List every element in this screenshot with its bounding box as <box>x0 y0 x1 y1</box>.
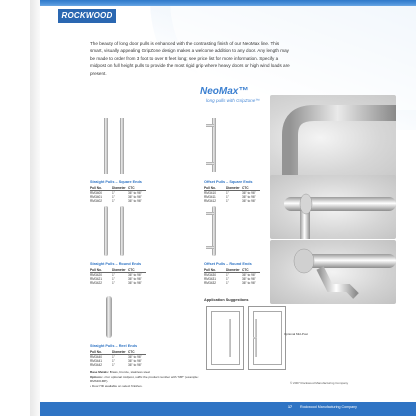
table-row: RM3422 1" 36" to 96" <box>90 281 142 285</box>
offset-pull-illustration <box>270 95 396 181</box>
options-line <box>90 375 200 384</box>
straight-pull-illustration <box>270 175 396 239</box>
footer-company: Rockwood Manufacturing Company <box>300 405 357 409</box>
table-row: RM3441 1" 36" to 96" <box>90 359 142 363</box>
table-straight-round <box>90 268 146 285</box>
straight-pull-round-drawing-2 <box>120 206 124 256</box>
table-straight-reel <box>90 350 146 367</box>
door-glass-panel <box>211 311 240 365</box>
footer-band <box>40 402 416 416</box>
table-row: RM3431 1" 36" to 96" <box>204 277 256 281</box>
section-title-offset-round: Offset Pulls – Round Ends <box>204 262 252 266</box>
intro-paragraph: The beauty of long door pulls is enhanced with the contrasting finish of our NeoMax line. This smart, visually appealing GripZone design makes a welcome addition to any door. Any length may be made to order from 3 foot to over 8 feet long; see price list for more information. Specify a midpost on full height pulls to provide the most rigid grip where heavy doors or high wind loads are present. <box>90 41 290 76</box>
door-diagram-1 <box>206 306 244 370</box>
table-offset-square <box>204 186 260 203</box>
table-row: RM3440 1" 36" to 96" <box>90 355 142 359</box>
product-photo-offset-pull <box>270 95 396 181</box>
product-photo-straight-pull <box>270 175 396 239</box>
offset-pull-round-post-bottom <box>206 246 214 249</box>
section-title-straight-square: Straight Pulls – Square Ends <box>90 180 142 184</box>
table-header: Pull No. Diameter CTC <box>204 268 260 273</box>
table-row: RM3421 1" 36" to 96" <box>90 277 142 281</box>
straight-pull-reel-drawing <box>106 296 112 338</box>
page-number: 17 <box>288 405 292 409</box>
table-header: Pull No. Diameter CTC <box>90 268 146 273</box>
table-row: RM3412 1" 36" to 96" <box>204 199 256 203</box>
rockwood-logo: ROCKWOOD <box>57 8 117 24</box>
offset-pull-round-post-top <box>206 212 214 215</box>
product-photo-reel-pull <box>270 240 396 304</box>
table-row: RM3430 1" 36" to 96" <box>204 273 256 277</box>
copyright-text: © 2007 Rockwood Manufacturing Company <box>290 381 349 385</box>
door-midpost <box>253 337 257 339</box>
table-header: Pull No. Diameter CTC <box>90 350 146 355</box>
top-color-band <box>40 0 416 6</box>
section-title-straight-reel: Straight Pulls – Reel Ends <box>90 344 138 348</box>
table-row: RM3402 1" 36" to 96" <box>90 199 142 203</box>
reel-pull-illustration <box>270 240 396 304</box>
options-label: Options: <box>90 374 103 379</box>
table-row: RM3411 1" 36" to 96" <box>204 195 256 199</box>
table-row: RM3442 1" 36" to 96" <box>90 363 142 367</box>
section-title-straight-round: Straight Pulls – Round Ends <box>90 262 142 266</box>
offset-pull-square-post-bottom <box>206 162 214 165</box>
door-pull-bar <box>229 319 231 357</box>
product-subtitle: long pulls with GripZone™ <box>206 98 260 103</box>
table-header: Pull No. Diameter CTC <box>90 186 146 191</box>
table-row: RM3401 1" 36" to 96" <box>90 195 142 199</box>
base-metals-value: Brass, bronze, stainless steel <box>109 370 151 374</box>
door-diagram-2 <box>248 306 286 370</box>
option-2: • Door HD available on select finishes. <box>90 383 143 388</box>
table-row: RM3400 1" 36" to 96" <box>90 191 142 195</box>
offset-pull-square-post-top <box>206 124 214 127</box>
table-row: RM3410 1" 36" to 96" <box>204 191 256 195</box>
straight-pull-square-drawing-1 <box>104 118 108 174</box>
table-row: RM3420 1" 36" to 96" <box>90 273 142 277</box>
door-glass-panel <box>253 311 282 365</box>
notes-block <box>90 370 200 388</box>
straight-pull-round-drawing-1 <box>104 206 108 256</box>
table-straight-square <box>90 186 146 203</box>
option-1: • For optional midpost, suffix the product number with "MP" (example: RM3401MP). <box>90 374 199 384</box>
optional-midpost-label: Optional Mid-Post <box>284 332 308 336</box>
page-fold-shadow <box>30 0 40 416</box>
table-offset-round <box>204 268 260 285</box>
application-suggestions-title: Application Suggestions <box>204 298 249 302</box>
product-name: NeoMax™ <box>200 86 249 97</box>
table-header: Pull No. Diameter CTC <box>204 186 260 191</box>
section-title-offset-square: Offset Pulls – Square Ends <box>204 180 253 184</box>
base-metals-label: Base Metals: <box>90 370 109 374</box>
table-row: RM3432 1" 36" to 96" <box>204 281 256 285</box>
straight-pull-square-drawing-2 <box>120 118 124 174</box>
